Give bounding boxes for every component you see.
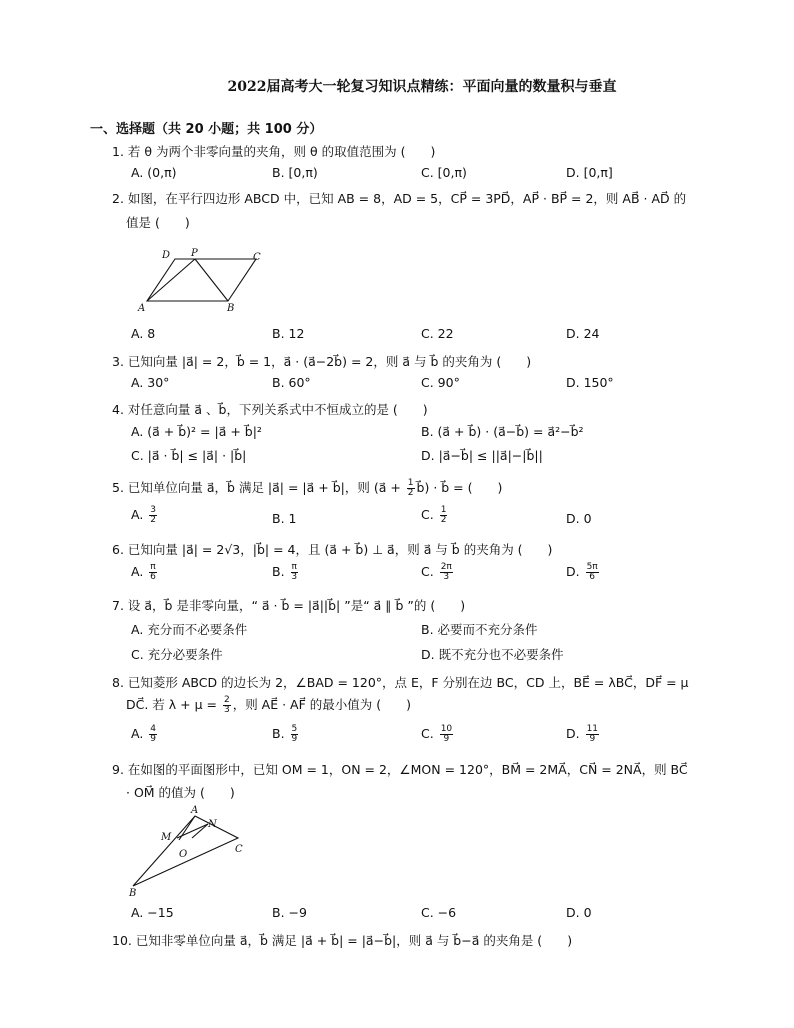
q5-stem-post: b⃗) · b⃗ = ( ) bbox=[416, 480, 503, 495]
q2-option-d[interactable]: D. 24 bbox=[566, 326, 600, 341]
q1-option-b[interactable]: B. [0,π) bbox=[272, 165, 318, 180]
q9-option-b[interactable]: B. −9 bbox=[272, 905, 307, 920]
q8-stem2-post: ，则 AE⃗ · AF⃗ 的最小值为 ( ) bbox=[232, 697, 411, 712]
label-m: M bbox=[161, 832, 172, 843]
section-heading: 一、选择题（共 20 小题；共 100 分） bbox=[90, 122, 323, 137]
q6-a-letter: A. bbox=[131, 564, 148, 579]
q5-a-num: 3 bbox=[150, 505, 157, 515]
q7-option-d[interactable]: D. 既不充分也不必要条件 bbox=[421, 647, 564, 662]
q6-d-den: 6 bbox=[589, 572, 596, 582]
q6-c-fraction bbox=[440, 563, 453, 582]
q6-b-den: 3 bbox=[291, 572, 298, 582]
q4-option-c[interactable]: C. |a⃗ · b⃗| ≤ |a⃗| · |b⃗| bbox=[131, 448, 247, 463]
label-c2: C bbox=[235, 844, 243, 855]
q3-option-a[interactable]: A. 30° bbox=[131, 375, 170, 390]
q6-d-num: 5π bbox=[586, 562, 598, 572]
q6-option-c[interactable] bbox=[421, 563, 455, 582]
q8-a-letter: A. bbox=[131, 726, 148, 741]
q6-d-letter: D. bbox=[566, 564, 584, 579]
question-4-stem: 4. 对任意向量 a⃗ 、b⃗，下列关系式中不恒成立的是 ( ) bbox=[112, 402, 428, 417]
parallelogram-figure bbox=[135, 245, 275, 315]
q8-d-num: 11 bbox=[586, 724, 599, 734]
q8-option-a[interactable] bbox=[131, 725, 159, 744]
q5-frac-den: 2 bbox=[407, 488, 414, 498]
label-a: A bbox=[138, 303, 146, 314]
label-c: C bbox=[253, 252, 261, 263]
q6-d-fraction bbox=[586, 563, 599, 582]
q8-d-den: 9 bbox=[589, 734, 596, 744]
q5-a-fraction bbox=[149, 506, 157, 525]
q6-option-a[interactable] bbox=[131, 563, 159, 582]
q6-c-den: 3 bbox=[443, 572, 450, 582]
question-2-stem: 2. 如图，在平行四边形 ABCD 中，已知 AB = 8，AD = 5，CP⃗ = 3PD⃗，AP⃗ · BP⃗ = 2，则 AB⃗ · AD⃗ 的 bbox=[112, 191, 687, 206]
question-8-stem-cont bbox=[126, 695, 411, 715]
page-title: 2022届高考大一轮复习知识点精练：平面向量的数量积与垂直 bbox=[227, 79, 617, 95]
q8-a-num: 4 bbox=[150, 724, 157, 734]
q6-a-num: π bbox=[150, 562, 156, 572]
q4-option-a[interactable]: A. (a⃗ + b⃗)² = |a⃗ + b⃗|² bbox=[131, 424, 262, 439]
question-3-stem: 3. 已知向量 |a⃗| = 2，b⃗ = 1，a⃗ · (a⃗−2b⃗) = 2，则 a⃗ 与 b⃗ 的夹角为 ( ) bbox=[112, 354, 532, 369]
q5-c-den: 2 bbox=[440, 515, 447, 525]
question-9-stem: 9. 在如图的平面图形中，已知 OM = 1，ON = 2，∠MON = 120°，BM⃗ = 2MA⃗，CN⃗ = 2NA⃗，则 BC⃗ bbox=[112, 762, 688, 777]
q8-fraction bbox=[223, 696, 231, 715]
q5-option-a[interactable] bbox=[131, 506, 159, 525]
q2-option-a[interactable]: A. 8 bbox=[131, 326, 156, 341]
label-o: O bbox=[179, 849, 188, 860]
q3-option-c[interactable]: C. 90° bbox=[421, 375, 460, 390]
q5-frac-num: 1 bbox=[407, 478, 414, 488]
label-p: P bbox=[191, 248, 198, 259]
q2-option-c[interactable]: C. 22 bbox=[421, 326, 454, 341]
q3-option-d[interactable]: D. 150° bbox=[566, 375, 614, 390]
q8-frac-num: 2 bbox=[223, 695, 230, 705]
q8-a-fraction bbox=[149, 725, 157, 744]
question-7-stem: 7. 设 a⃗，b⃗ 是非零向量，“ a⃗ · b⃗ = |a⃗||b⃗| ”是“ a⃗ ∥ b⃗ ”的 ( ) bbox=[112, 598, 466, 613]
q6-c-num: 2π bbox=[440, 562, 452, 572]
q8-b-num: 5 bbox=[291, 724, 298, 734]
q8-c-letter: C. bbox=[421, 726, 438, 741]
q4-option-d[interactable]: D. |a⃗−b⃗| ≤ ||a⃗|−|b⃗|| bbox=[421, 448, 543, 463]
q8-c-fraction bbox=[440, 725, 453, 744]
q5-c-num: 1 bbox=[440, 505, 447, 515]
question-9-stem-cont: · OM⃗ 的值为 ( ) bbox=[126, 785, 235, 800]
q1-option-d[interactable]: D. [0,π] bbox=[566, 165, 613, 180]
q6-b-fraction bbox=[291, 563, 298, 582]
q5-a-den: 2 bbox=[150, 515, 157, 525]
question-10-stem: 10. 已知非零单位向量 a⃗，b⃗ 满足 |a⃗ + b⃗| = |a⃗−b⃗|，则 a⃗ 与 b⃗−a⃗ 的夹角是 ( ) bbox=[112, 933, 573, 948]
q4-option-b[interactable]: B. (a⃗ + b⃗) · (a⃗−b⃗) = a⃗²−b⃗² bbox=[421, 424, 584, 439]
q5-option-b[interactable]: B. 1 bbox=[272, 511, 297, 526]
q8-stem2-pre: DC⃗. 若 λ + μ = bbox=[126, 697, 221, 712]
question-1-stem: 1. 若 θ 为两个非零向量的夹角，则 θ 的取值范围为 ( ) bbox=[112, 144, 436, 159]
q3-option-b[interactable]: B. 60° bbox=[272, 375, 311, 390]
question-2-stem-cont: 值是 ( ) bbox=[126, 215, 190, 230]
question-8-stem: 8. 已知菱形 ABCD 的边长为 2，∠BAD = 120°，点 E，F 分别在边 BC，CD 上，BE⃗ = λBC⃗，DF⃗ = μ bbox=[112, 675, 689, 690]
label-n: N bbox=[208, 819, 217, 830]
label-a2: A bbox=[191, 805, 199, 816]
q9-option-a[interactable]: A. −15 bbox=[131, 905, 174, 920]
q6-b-num: π bbox=[291, 562, 297, 572]
q5-fraction bbox=[407, 479, 415, 498]
q8-b-den: 9 bbox=[291, 734, 298, 744]
q8-c-den: 9 bbox=[443, 734, 450, 744]
q1-option-a[interactable]: A. (0,π) bbox=[131, 165, 177, 180]
q8-b-letter: B. bbox=[272, 726, 289, 741]
triangle-figure bbox=[124, 802, 249, 900]
q1-option-c[interactable]: C. [0,π) bbox=[421, 165, 467, 180]
q8-frac-den: 3 bbox=[223, 705, 230, 715]
q5-option-d[interactable]: D. 0 bbox=[566, 511, 592, 526]
label-d: D bbox=[162, 250, 171, 261]
label-b2: B bbox=[129, 888, 137, 899]
q8-b-fraction bbox=[291, 725, 299, 744]
q8-c-num: 10 bbox=[440, 724, 453, 734]
q8-option-b[interactable] bbox=[272, 725, 300, 744]
question-5-stem bbox=[112, 478, 502, 498]
q6-c-letter: C. bbox=[421, 564, 438, 579]
q8-d-letter: D. bbox=[566, 726, 584, 741]
q7-option-a[interactable]: A. 充分而不必要条件 bbox=[131, 622, 248, 637]
q8-option-c[interactable] bbox=[421, 725, 455, 744]
q2-option-b[interactable]: B. 12 bbox=[272, 326, 305, 341]
q5-a-letter: A. bbox=[131, 507, 148, 522]
q6-option-b[interactable] bbox=[272, 563, 300, 582]
q7-option-c[interactable]: C. 充分必要条件 bbox=[131, 647, 223, 662]
label-b: B bbox=[227, 303, 235, 314]
question-6-stem: 6. 已知向量 |a⃗| = 2√3，|b⃗| = 4，且 (a⃗ + b⃗) ⊥ a⃗，则 a⃗ 与 b⃗ 的夹角为 ( ) bbox=[112, 542, 553, 557]
q8-option-d[interactable] bbox=[566, 725, 601, 744]
q8-a-den: 9 bbox=[150, 734, 157, 744]
q5-option-c[interactable] bbox=[421, 506, 449, 525]
q9-option-c[interactable]: C. −6 bbox=[421, 905, 457, 920]
q6-a-den: 6 bbox=[150, 572, 156, 582]
q5-c-fraction bbox=[440, 506, 448, 525]
q7-option-b[interactable]: B. 必要而不充分条件 bbox=[421, 622, 538, 637]
q8-d-fraction bbox=[586, 725, 599, 744]
q6-a-fraction bbox=[149, 563, 156, 582]
q6-b-letter: B. bbox=[272, 564, 289, 579]
q5-stem-pre: 5. 已知单位向量 a⃗，b⃗ 满足 |a⃗| = |a⃗ + b⃗|，则 (a⃗ + bbox=[112, 480, 405, 495]
q6-option-d[interactable] bbox=[566, 563, 601, 582]
q5-c-letter: C. bbox=[421, 507, 438, 522]
q9-option-d[interactable]: D. 0 bbox=[566, 905, 592, 920]
